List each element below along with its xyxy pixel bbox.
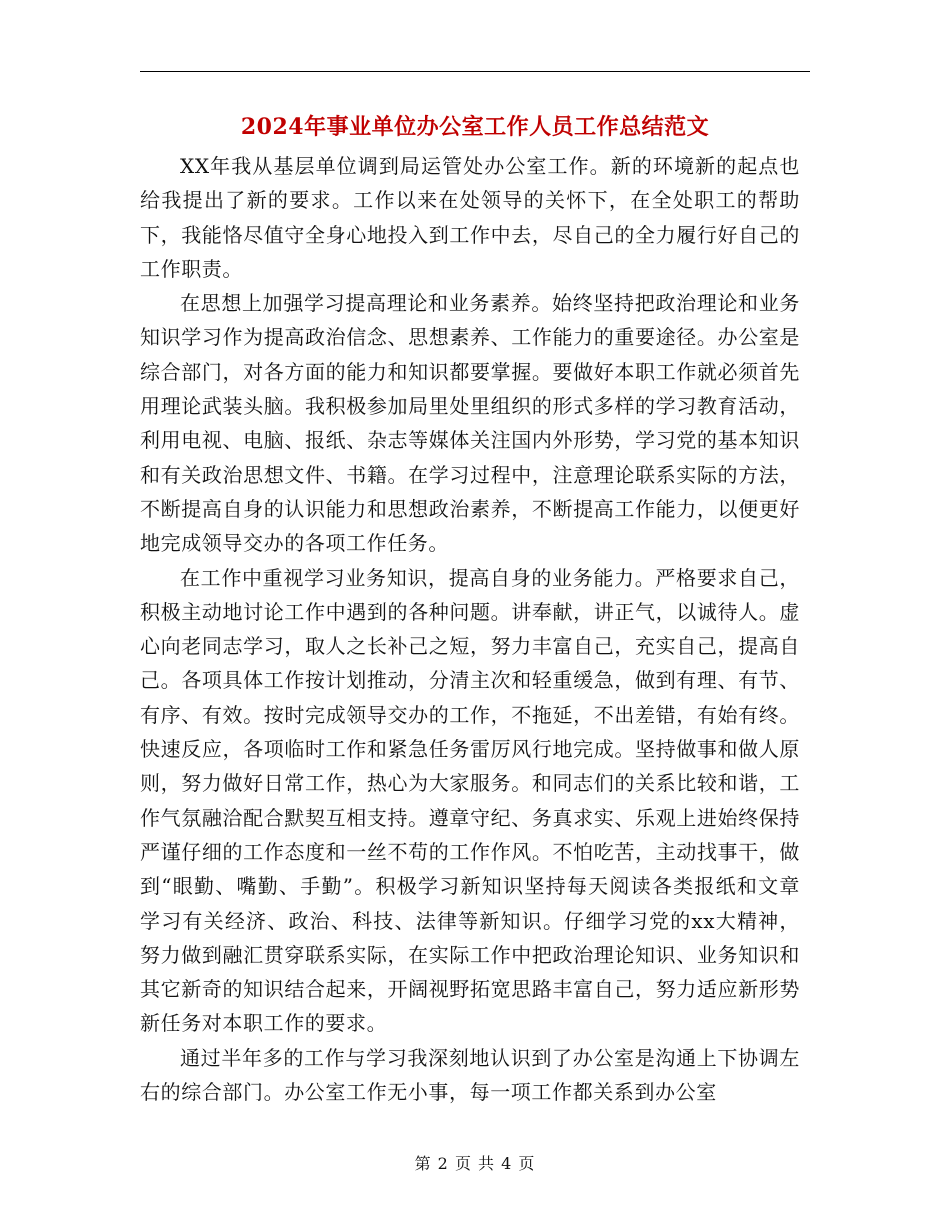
page-number-footer: 第 2 页 共 4 页 bbox=[414, 1154, 536, 1173]
paragraph: 在思想上加强学习提高理论和业务素养。始终坚持把政治理论和业务知识学习作为提高政治信念、思想素养、工作能力的重要途径。办公室是综合部门，对各方面的能力和知识都要掌握。要做好本职工作就必须首先用理论武装头脑。我积极参加局里处里组织的形式多样的学习教育活动，利用电视、电脑、报纸、杂志等媒体关注国内外形势，学习党的基本知识和有关政治思想文件、书籍。在学习过程中，注意理论联系实际的方法，不断提高自身的认识能力和思想政治素养，不断提高工作能力，以便更好地完成领导交办的各项工作任务。 bbox=[140, 291, 800, 556]
document-body bbox=[140, 149, 800, 1109]
paragraph: 在工作中重视学习业务知识，提高自身的业务能力。严格要求自己，积极主动地讨论工作中遇到的各种问题。讲奉献，讲正气，以诚待人。虚心向老同志学习，取人之长补己之短，努力丰富自己，充实自己，提高自己。各项具体工作按计划推动，分清主次和轻重缓急，做到有理、有节、有序、有效。按时完成领导交办的工作，不拖延，不出差错，有始有终。快速反应，各项临时工作和紧急任务雷厉风行地完成。坚持做事和做人原则，努力做好日常工作，热心为大家服务。和同志们的关系比较和谐，工作气氛融洽配合默契互相支持。遵章守纪、务真求实、乐观上进始终保持严谨仔细的工作态度和一丝不苟的工作作风。不怕吃苦，主动找事干，做到“眼勤、嘴勤、手勤”。积极学习新知识坚持每天阅读各类报纸和文章学习有关经济、政治、科技、法律等新知识。仔细学习党的xx大精神，努力做到融汇贯穿联系实际，在实际工作中把政治理论知识、业务知识和其它新奇的知识结合起来，开阔视野拓宽思路丰富自己，努力适应新形势新任务对本职工作的要求。 bbox=[140, 565, 800, 1036]
paragraph: XX年我从基层单位调到局运管处办公室工作。新的环境新的起点也给我提出了新的要求。工作以来在处领导的关怀下，在全处职工的帮助下，我能恪尽值守全身心地投入到工作中去，尽自己的全力履行好自己的工作职责。 bbox=[140, 154, 800, 281]
header-rule bbox=[140, 71, 810, 72]
paragraph: 通过半年多的工作与学习我深刻地认识到了办公室是沟通上下协调左右的综合部门。办公室工作无小事，每一项工作都关系到办公室 bbox=[140, 1045, 800, 1105]
document-title: 2024年事业单位办公室工作人员工作总结范文 bbox=[240, 114, 710, 140]
